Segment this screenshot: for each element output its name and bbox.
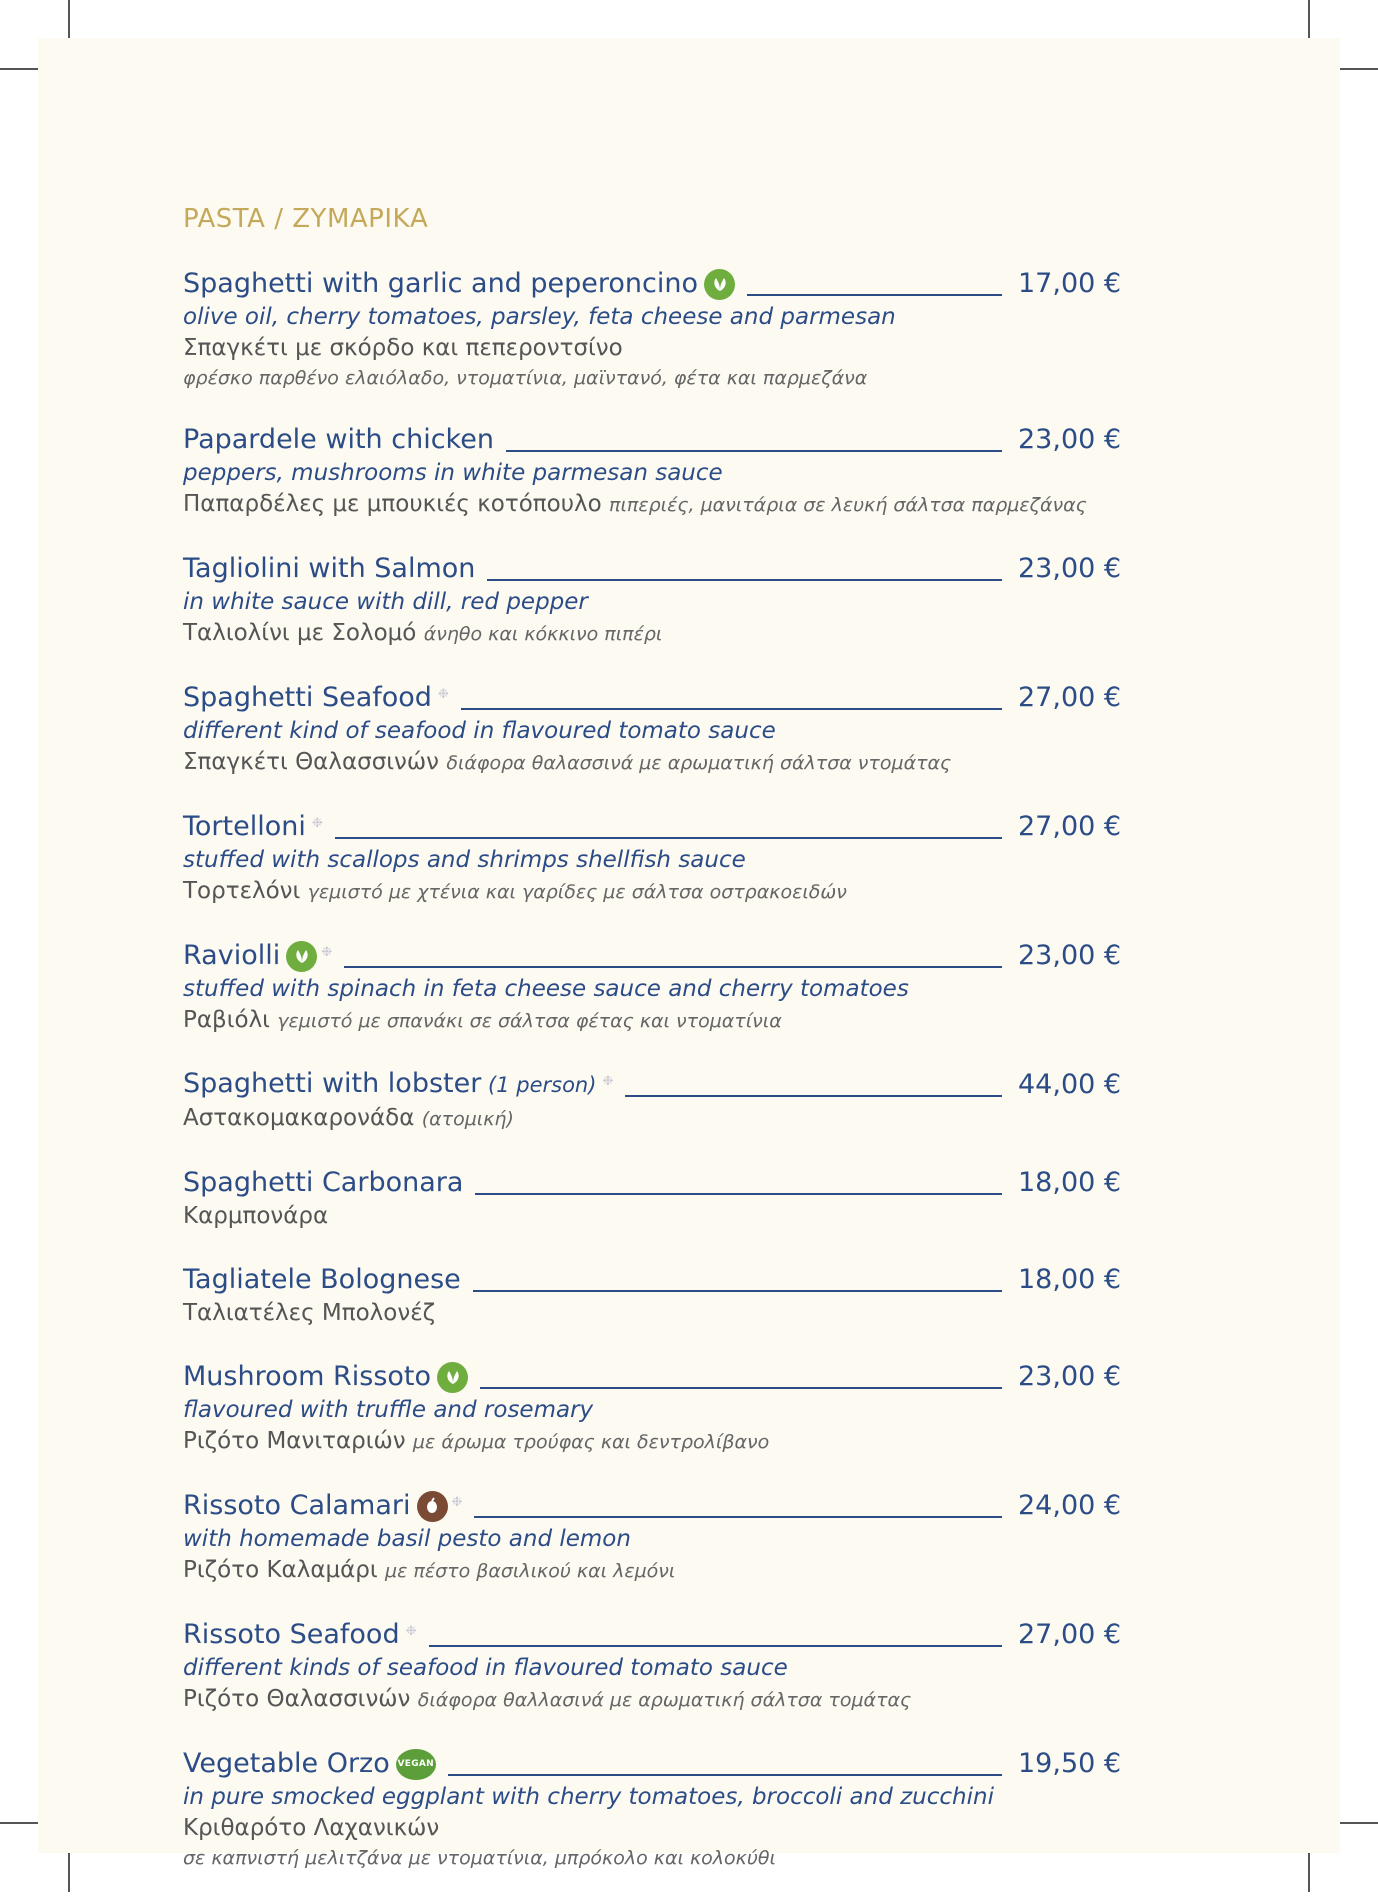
menu-item (183, 1258, 1122, 1329)
dish-description-en: stuffed with scallops and shrimps shellfish sauce (183, 847, 746, 873)
dish-description-greek: με άρωμα τρούφας και δεντρολίβανο (412, 1431, 770, 1453)
dish-name: Rissoto Calamari (183, 1490, 411, 1521)
dish-price: 23,00 € (1018, 553, 1122, 584)
dish-name: Spaghetti with lobster (1 person) (183, 1068, 597, 1099)
dish-description-greek-line: σε καπνιστή μελιτζάνα με ντοματίνια, μπρόκολο και κολοκύθι (183, 1847, 776, 1869)
menu-item (183, 1161, 1122, 1232)
nut-icon (417, 1491, 448, 1522)
dish-name-greek: Ριζότο Μανιταριών με άρωμα τρούφας και δεντρολίβανο (183, 1428, 770, 1454)
portion-note: (1 person) (481, 1073, 597, 1097)
dish-description-greek: με πέστο βασιλικού και λεμόνι (384, 1560, 676, 1582)
dish-description-en: flavoured with truffle and rosemary (183, 1397, 594, 1423)
dish-description-en: different kind of seafood in flavoured tomato sauce (183, 718, 776, 744)
dish-name-greek: Κριθαρότο Λαχανικών (183, 1815, 440, 1841)
dish-name-greek: Σπαγκέτι Θαλασσινών διάφορα θαλασσινά με αρωματική σάλτσα ντομάτας (183, 749, 952, 775)
dish-description-en: in white sauce with dill, red pepper (183, 589, 588, 615)
menu-item (183, 547, 1122, 650)
frozen-snowflake-icon: ❉ (311, 816, 323, 831)
menu-item (183, 1742, 1122, 1872)
dish-price: 27,00 € (1018, 1619, 1122, 1650)
menu-item (183, 1355, 1122, 1458)
leader-line (480, 1387, 1002, 1389)
menu-item (183, 262, 1122, 392)
dish-description-en: with homemade basil pesto and lemon (183, 1526, 631, 1552)
frozen-snowflake-icon: ❉ (405, 1624, 417, 1639)
menu-item (183, 1484, 1122, 1587)
dish-name: Raviolli (183, 940, 281, 971)
menu-item (183, 1613, 1122, 1716)
leader-line (475, 1193, 1002, 1195)
menu-item (183, 1063, 1122, 1135)
badges (602, 1067, 613, 1103)
badges (286, 938, 332, 974)
dish-name-greek: Παπαρδέλες με μπουκιές κοτόπουλο πιπεριές, μανιτάρια σε λευκή σάλτσα παρμεζάνας (183, 491, 1087, 517)
dish-price: 18,00 € (1018, 1167, 1122, 1198)
dish-name: Tagliatele Bolognese (183, 1264, 461, 1295)
dish-name: Rissoto Seafood (183, 1619, 400, 1650)
dish-name: Tagliolini with Salmon (183, 553, 476, 584)
leader-line (473, 1290, 1002, 1292)
dish-price: 44,00 € (1018, 1069, 1122, 1100)
dish-name-greek: Ραβιόλι γεμιστό με σπανάκι σε σάλτσα φέτας και ντοματίνια (183, 1007, 782, 1033)
dish-description-en: in pure smocked eggplant with cherry tomatoes, broccoli and zucchini (183, 1784, 994, 1810)
vegetarian-leaf-icon (437, 1362, 468, 1393)
vegetarian-leaf-icon (704, 269, 735, 300)
dish-name: Papardele with chicken (183, 424, 494, 455)
frozen-snowflake-icon: ❉ (602, 1074, 614, 1089)
dish-price: 23,00 € (1018, 424, 1122, 455)
dish-price: 23,00 € (1018, 1361, 1122, 1392)
dish-name: Tortelloni (183, 811, 306, 842)
dish-name-greek: Τορτελόνι γεμιστό με χτένια και γαρίδες με σάλτσα οστρακοειδών (183, 878, 847, 904)
dish-name: Spaghetti with garlic and peperoncino (183, 268, 699, 299)
dish-description-greek: άνηθο και κόκκινο πιπέρι (423, 623, 663, 645)
frozen-snowflake-icon: ❉ (437, 687, 449, 702)
dish-price: 27,00 € (1018, 682, 1122, 713)
badges (312, 809, 323, 845)
badges (406, 1617, 417, 1653)
leader-line (461, 708, 1002, 710)
dish-description-greek: διάφορα θαλλασινά με αρωματική σάλτσα τομάτας (417, 1689, 912, 1711)
badges (417, 1488, 463, 1524)
dish-price: 17,00 € (1018, 268, 1122, 299)
dish-name-greek: Ριζότο Θαλασσινών διάφορα θαλλασινά με αρωματική σάλτσα τομάτας (183, 1686, 912, 1712)
dish-description-greek: γεμιστό με σπανάκι σε σάλτσα φέτας και ντοματίνια (277, 1010, 782, 1032)
dish-description-en: olive oil, cherry tomatoes, parsley, feta cheese and parmesan (183, 304, 896, 330)
dish-name: Vegetable Orzo (183, 1748, 390, 1779)
dish-price: 23,00 € (1018, 940, 1122, 971)
menu-list (183, 262, 1122, 1898)
badges (437, 1359, 468, 1395)
vegan-badge-icon: VEGAN (396, 1749, 436, 1780)
menu-item (183, 676, 1122, 779)
dish-name-greek: Καρμπονάρα (183, 1203, 329, 1229)
leader-line (344, 966, 1002, 968)
leader-line (448, 1774, 1002, 1776)
dish-price: 18,00 € (1018, 1264, 1122, 1295)
leader-line (429, 1645, 1003, 1647)
dish-description-en: different kinds of seafood in flavoured tomato sauce (183, 1655, 788, 1681)
leader-line (506, 450, 1002, 452)
leader-line (335, 837, 1002, 839)
dish-description-greek: πιπεριές, μανιτάρια σε λευκή σάλτσα παρμεζάνας (609, 494, 1087, 516)
menu-item (183, 418, 1122, 521)
dish-description-greek-line: φρέσκο παρθένο ελαιόλαδο, ντοματίνια, μαϊντανό, φέτα και παρμεζάνα (183, 367, 868, 389)
leader-line (625, 1095, 1002, 1097)
menu-item (183, 934, 1122, 1037)
dish-description-greek: (ατομική) (421, 1108, 514, 1130)
leader-line (487, 579, 1002, 581)
frozen-snowflake-icon: ❉ (451, 1495, 463, 1510)
section-title: PASTA / ΖΥΜΑΡΙΚΑ (183, 204, 429, 234)
dish-name-greek: Σπαγκέτι με σκόρδο και πεπεροντσίνο (183, 335, 623, 361)
dish-price: 24,00 € (1018, 1490, 1122, 1521)
leader-line (747, 294, 1002, 296)
frozen-snowflake-icon: ❉ (321, 945, 333, 960)
dish-description-greek: γεμιστό με χτένια και γαρίδες με σάλτσα οστρακοειδών (307, 881, 847, 903)
vegetarian-leaf-icon (286, 941, 317, 972)
dish-name: Spaghetti Seafood (183, 682, 432, 713)
dish-description-en: stuffed with spinach in feta cheese sauce and cherry tomatoes (183, 976, 909, 1002)
dish-name: Mushroom Rissoto (183, 1361, 432, 1392)
dish-name-greek: Αστακομακαρονάδα (ατομική) (183, 1105, 514, 1131)
badges (438, 680, 449, 716)
dish-description-en: peppers, mushrooms in white parmesan sauce (183, 460, 723, 486)
menu-item (183, 805, 1122, 908)
dish-name-greek: Ταλιατέλες Μπολονέζ (183, 1300, 436, 1326)
dish-name-greek: Ριζότο Καλαμάρι με πέστο βασιλικού και λεμόνι (183, 1557, 676, 1583)
badges (396, 1746, 436, 1782)
dish-price: 19,50 € (1018, 1748, 1122, 1779)
dish-name: Spaghetti Carbonara (183, 1167, 464, 1198)
leader-line (474, 1516, 1002, 1518)
badges (704, 266, 735, 302)
dish-name-greek: Ταλιολίνι με Σολομό άνηθο και κόκκινο πιπέρι (183, 620, 663, 646)
dish-price: 27,00 € (1018, 811, 1122, 842)
dish-description-greek: διάφορα θαλασσινά με αρωματική σάλτσα ντομάτας (446, 752, 952, 774)
